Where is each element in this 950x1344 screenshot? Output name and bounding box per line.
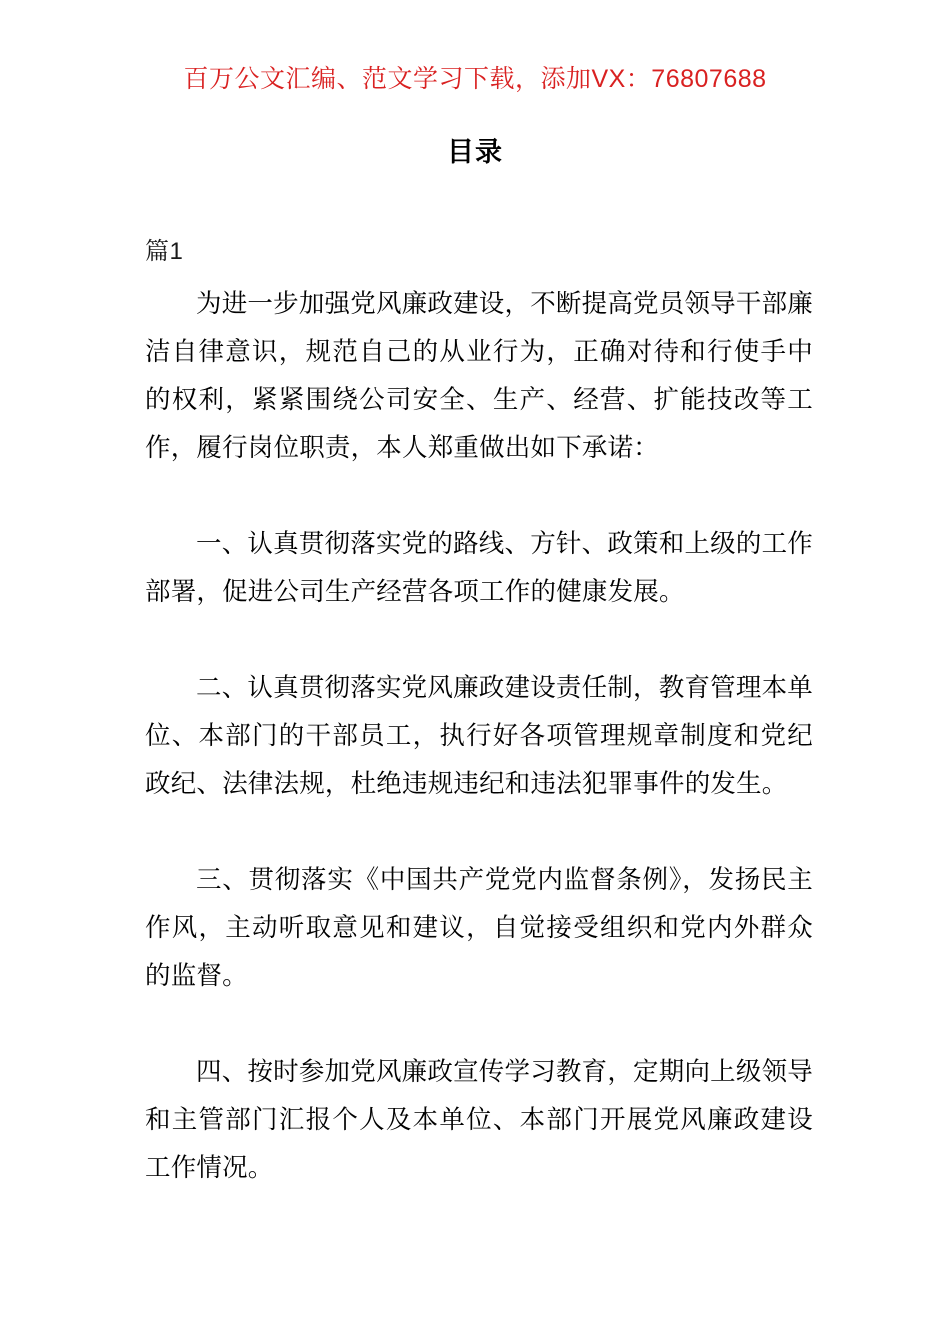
page-title: 目录 xyxy=(447,137,503,167)
paragraph-intro: 为进一步加强党风廉政建设，不断提高党员领导干部廉洁自律意识，规范自己的从业行为，正确对待和行使手中的权利，紧紧围绕公司安全、生产、经营、扩能技改等工作，履行岗位职责，本人郑重做出如下承诺： xyxy=(145,290,813,462)
document-body xyxy=(145,228,813,1192)
paragraph-item-2: 二、认真贯彻落实党风廉政建设责任制，教育管理本单位、本部门的干部员工，执行好各项管理规章制度和党纪政纪、法律法规，杜绝违规违纪和违法犯罪事件的发生。 xyxy=(145,674,813,798)
paragraph-spacer xyxy=(145,472,813,520)
promo-header-text: 百万公文汇编、范文学习下载，添加VX：76807688 xyxy=(183,65,767,93)
paragraph-spacer xyxy=(145,1000,813,1048)
paragraph-item-1: 一、认真贯彻落实党的路线、方针、政策和上级的工作部署，促进公司生产经营各项工作的健康发展。 xyxy=(145,530,813,606)
paragraph-item-4: 四、按时参加党风廉政宣传学习教育，定期向上级领导和主管部门汇报个人及本单位、本部门开展党风廉政建设工作情况。 xyxy=(145,1058,813,1182)
paragraph-spacer xyxy=(145,808,813,856)
section-label: 篇1 xyxy=(145,238,184,265)
paragraph-spacer xyxy=(145,616,813,664)
paragraph-item-3: 三、贯彻落实《中国共产党党内监督条例》，发扬民主作风，主动听取意见和建议，自觉接受组织和党内外群众的监督。 xyxy=(145,866,813,990)
